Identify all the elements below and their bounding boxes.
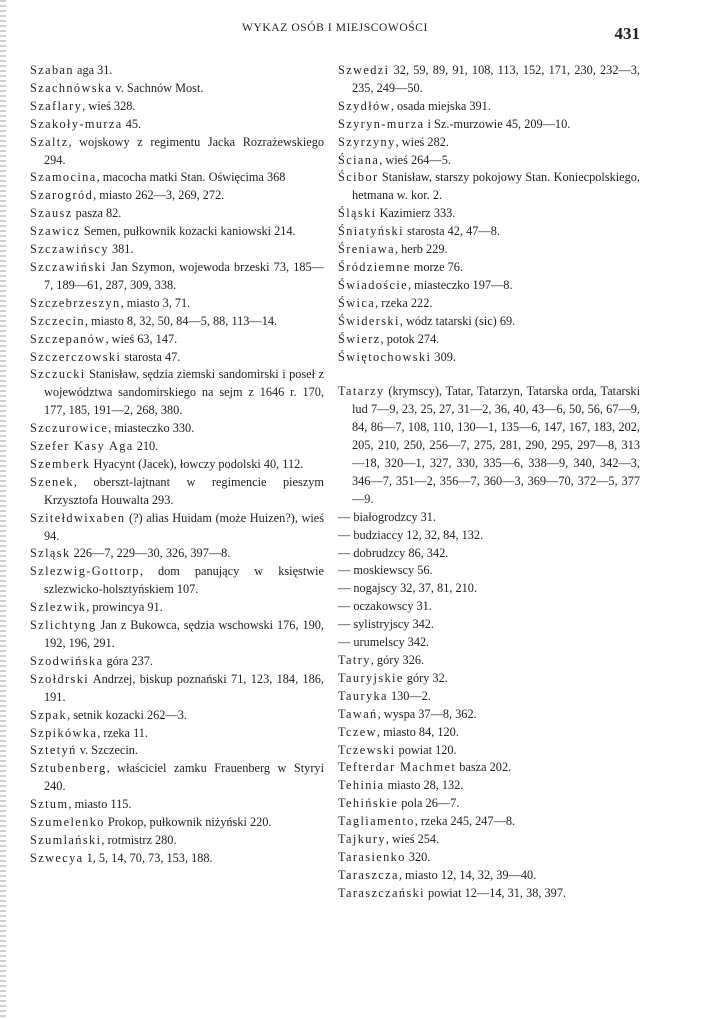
entry-text: góra 237. — [103, 653, 153, 668]
entry-text: Kazimierz 333. — [376, 206, 456, 221]
entry-text: basza 202. — [456, 760, 512, 775]
entry-headword: Szaflary — [30, 98, 83, 113]
entry-text: , wieś 254. — [385, 832, 440, 847]
entry-headword: Szawicz — [30, 224, 81, 239]
entry-headword: Szołdrski — [30, 671, 90, 686]
index-entry — [30, 796, 324, 814]
index-entry — [30, 438, 324, 456]
index-entry — [30, 116, 324, 134]
entry-headword: Śródziemne — [338, 259, 411, 274]
index-entry — [30, 474, 324, 510]
entry-text: Stanisław, sędzia ziemski sandomirski i poseł z województwa sandomirskiego na sejm z 1646 r. 170, 177, 185, 191—2, 268, 380. — [44, 367, 324, 418]
entry-headword: Tajkury — [338, 832, 386, 847]
index-entry — [338, 598, 640, 616]
entry-text: góry 32. — [403, 670, 448, 685]
entry-text: miasto 28, 132. — [384, 778, 464, 793]
entry-headword: Sztetyń — [30, 743, 77, 758]
index-entry — [30, 241, 324, 259]
entry-text: , setnik kozacki 262—3. — [67, 707, 187, 722]
entry-text: 309. — [431, 349, 456, 364]
entry-headword: Tefterdar Machmet — [338, 760, 457, 775]
index-entry — [30, 850, 324, 868]
entry-headword: Szenek — [30, 474, 74, 489]
index-entry — [30, 366, 324, 420]
entry-headword: Szpikówka — [30, 725, 98, 740]
entry-headword: Tatry — [338, 653, 371, 667]
index-entry — [30, 563, 324, 599]
entry-text: , miasto 84, 120. — [376, 724, 459, 739]
index-entry — [30, 725, 324, 743]
binding-edge — [0, 0, 6, 1019]
entry-headword: Szwedzi — [338, 63, 390, 77]
index-entry — [338, 98, 640, 116]
entry-headword: Szlichtyng — [30, 618, 97, 633]
index-entry — [30, 707, 324, 725]
index-entry — [338, 670, 640, 688]
entry-text: , oberszt-lajtnant w regimencie pieszym Krzysztofa Houwalta 293. — [44, 474, 324, 507]
entry-headword: Szyryn-murza — [338, 116, 425, 131]
entry-text: — budziaccy 12, 32, 84, 132. — [338, 527, 484, 542]
entry-text: — nogajscy 32, 37, 81, 210. — [338, 581, 478, 596]
index-entry — [30, 653, 324, 671]
index-entry — [338, 813, 640, 831]
index-entry — [338, 205, 640, 223]
entry-text: 1, 5, 14, 70, 73, 153, 188. — [83, 850, 213, 865]
entry-headword: Szczecin — [30, 313, 85, 328]
entry-text: Stanisław, starszy pokojowy Stan. Koniecpolskiego, hetmana w. kor. 2. — [352, 170, 640, 203]
entry-headword: Szczerczowski — [30, 349, 122, 364]
entry-headword: Szarogród — [30, 188, 94, 203]
entry-text: pasza 82. — [72, 206, 122, 221]
entry-headword: Tarasienko — [338, 849, 406, 864]
entry-headword: Szefer Kasy Aga — [30, 439, 134, 454]
entry-text: — białogrodzcy 31. — [338, 509, 437, 524]
entry-headword: Szitełdwixaben — [30, 510, 126, 525]
entry-headword: Sztum — [30, 797, 69, 812]
index-entry — [338, 688, 640, 706]
index-section-t — [338, 383, 640, 902]
section-gap — [338, 366, 640, 383]
entry-headword: Świętochowski — [338, 349, 432, 364]
entry-text: , wieś 264—5. — [379, 152, 451, 167]
entry-text: , prowincya 91. — [86, 600, 163, 615]
running-header: WYKAZ OSÓB I MIEJSCOWOŚCI — [242, 22, 428, 34]
entry-text: — urumelscy 342. — [338, 635, 430, 650]
entry-text: , rzeka 222. — [375, 295, 433, 310]
index-entry — [30, 617, 324, 653]
entry-text: 130—2. — [387, 688, 431, 703]
index-entry — [30, 545, 324, 563]
index-entry — [30, 223, 324, 241]
entry-headword: Szpak — [30, 707, 68, 722]
entry-headword: Szczawiński — [30, 259, 107, 274]
entry-text: , miasto 8, 32, 50, 84—5, 88, 113—14. — [84, 313, 278, 328]
index-entry — [30, 205, 324, 223]
entry-headword: Świerz — [338, 331, 381, 346]
index-entry — [338, 383, 640, 508]
index-entry — [338, 527, 640, 545]
entry-text: 381. — [108, 242, 134, 257]
entry-headword: Szyrzyny — [338, 134, 396, 149]
index-entry — [30, 742, 324, 760]
entry-headword: Szakoły-murza — [30, 116, 123, 131]
index-entry — [338, 62, 640, 98]
index-entry — [338, 545, 640, 563]
index-entry — [338, 152, 640, 170]
entry-text: , wieś 328. — [82, 98, 136, 113]
entry-headword: Tawań — [338, 706, 378, 721]
entry-text: pola 26—7. — [398, 796, 460, 811]
entry-text: , rzeka 245, 247—8. — [414, 814, 516, 829]
index-entry — [338, 349, 640, 367]
entry-text: , miasto 3, 71. — [120, 295, 191, 310]
entry-headword: Tehinia — [338, 778, 385, 793]
entry-text: — sylistryjscy 342. — [338, 617, 434, 632]
entry-headword: Szwecya — [30, 850, 84, 865]
entry-text: 226—7, 229—30, 326, 397—8. — [70, 546, 231, 561]
index-entry — [338, 134, 640, 152]
index-entry — [30, 80, 324, 98]
index-entry — [338, 634, 640, 652]
entry-text: v. Szczecin. — [76, 743, 139, 758]
entry-headword: Szczebrzeszyn — [30, 295, 121, 310]
index-entry — [30, 134, 324, 170]
index-entry — [338, 116, 640, 134]
index-entry — [30, 814, 324, 832]
index-entry — [338, 509, 640, 527]
entry-text: , miasteczko 197—8. — [408, 277, 513, 292]
entry-headword: Tagliamento — [338, 814, 415, 829]
entry-headword: Szachnówska — [30, 80, 113, 95]
entry-text: , właściciel zamku Frauenberg w Styryi 240. — [44, 761, 324, 794]
entry-headword: Świadoście — [338, 277, 409, 292]
entry-text: powiat 120. — [395, 742, 457, 757]
entry-headword: Szczurowice — [30, 421, 109, 436]
entry-text: morze 76. — [410, 259, 463, 274]
entry-headword: Szumelenko — [30, 815, 105, 830]
entry-headword: Szausz — [30, 206, 73, 221]
entry-text: , potok 274. — [380, 331, 440, 346]
entry-headword: Szumlański — [30, 832, 102, 847]
index-entry — [30, 456, 324, 474]
index-entry — [30, 313, 324, 331]
index-entry — [338, 277, 640, 295]
entry-text: Andrzej, biskup poznański 71, 123, 184, 186, 191. — [44, 671, 324, 704]
entry-text: , dom panujący w księstwie szlezwicko-holsztyńskiem 107. — [44, 564, 324, 597]
index-entry — [30, 599, 324, 617]
index-entry — [338, 313, 640, 331]
entry-headword: Śląski — [338, 206, 377, 221]
entry-headword: Szamocina — [30, 170, 97, 185]
entry-text: , osada miejska 391. — [390, 98, 491, 113]
entry-text: — dobrudzcy 86, 342. — [338, 545, 449, 560]
index-entry — [30, 760, 324, 796]
index-entry — [338, 742, 640, 760]
entry-headword: Szczepanów — [30, 331, 106, 346]
entry-text: Jan Szymon, wojewoda brzeski 73, 185—7, 189—61, 287, 309, 338. — [44, 259, 324, 292]
entry-headword: Tauryjskie — [338, 670, 404, 685]
entry-headword: Świderski — [338, 313, 400, 328]
index-entry — [30, 671, 324, 707]
entry-headword: Szczucki — [30, 367, 86, 382]
index-entry — [338, 241, 640, 259]
entry-text: , miasto 12, 14, 32, 39—40. — [398, 867, 537, 882]
entry-headword: Szlezwik — [30, 600, 87, 615]
entry-headword: Świca — [338, 295, 376, 310]
entry-headword: Tczewski — [338, 742, 396, 757]
entry-text: aga 31. — [73, 63, 113, 77]
entry-headword: Szląsk — [30, 546, 71, 561]
entry-text: 320. — [405, 849, 431, 864]
entry-text: 45. — [122, 116, 142, 131]
entry-text: starosta 47. — [121, 349, 181, 364]
index-section-sz — [338, 62, 640, 366]
index-entry — [30, 259, 324, 295]
index-entry — [338, 259, 640, 277]
index-entry — [338, 562, 640, 580]
index-entry — [30, 98, 324, 116]
entry-text: , góry 326. — [370, 653, 425, 667]
index-entry — [30, 295, 324, 313]
entry-text: , miasteczko 330. — [108, 421, 195, 436]
index-entry — [30, 187, 324, 205]
index-entry — [338, 849, 640, 867]
entry-text: , wieś 63, 147. — [105, 331, 178, 346]
entry-text: , wyspa 37—8, 362. — [377, 706, 477, 721]
index-entry — [338, 795, 640, 813]
index-entry — [338, 580, 640, 598]
index-entry — [338, 295, 640, 313]
entry-headword: Tauryka — [338, 688, 388, 703]
entry-text: Hyacynt (Jacek), łowczy podolski 40, 112. — [90, 456, 304, 471]
index-entry — [338, 759, 640, 777]
entry-headword: Śreniawa — [338, 242, 395, 257]
index-entry — [338, 867, 640, 885]
entry-text: Prokop, pułkownik niżyński 220. — [104, 815, 272, 830]
entry-headword: Ściana — [338, 152, 380, 167]
entry-headword: Taraszczański — [338, 885, 425, 900]
entry-headword: Taraszcza — [338, 867, 399, 882]
entry-text: Jan z Bukowca, sędzia wschowski 176, 190, 192, 196, 291. — [44, 618, 324, 650]
index-entry — [338, 724, 640, 742]
entry-headword: Tczew — [338, 724, 377, 739]
entry-text: (krymscy), Tatar, Tatarzyn, Tatarska orda, Tatarski lud 7—9, 23, 25, 27, 31—2, 36, 40, 43—6, 50, 56, 67—9, 84, 86—7, 108, 110, 130—1, 135—6, 147, 167, 183, 202, 205, 210, 250, 256—7, 275, 281, 290, 295, 297—8, 313—18, 320—1, 327, 330, 335—6, 338—9, 340, 342—3, 346—7, 351—2, 356—7, 360—3, 369—70, 372—5, 377—9. — [352, 384, 640, 506]
entry-text: 32, 59, 89, 91, 108, 113, 152, 171, 230, 232—3, 235, 249—50. — [352, 63, 640, 95]
index-entry — [338, 706, 640, 724]
entry-headword: Szemberk — [30, 456, 91, 471]
entry-headword: Szczawińscy — [30, 242, 109, 257]
entry-text: Semen, pułkownik kozacki kaniowski 214. — [80, 224, 296, 239]
entry-text: , rzeka 11. — [97, 725, 149, 740]
entry-text: , herb 229. — [394, 242, 448, 257]
index-entry — [338, 777, 640, 795]
entry-headword: Szlezwig-Gottorp — [30, 564, 140, 579]
page-number: 431 — [614, 24, 640, 43]
entry-headword: Szaban — [30, 63, 74, 77]
index-entry — [338, 831, 640, 849]
index-entry — [30, 331, 324, 349]
entry-text: v. Sachnów Most. — [112, 80, 204, 95]
entry-text: , wódz tatarski (sic) 69. — [399, 313, 516, 328]
index-entry — [338, 169, 640, 205]
entry-text: , miasto 115. — [68, 797, 132, 812]
entry-headword: Śniatyński — [338, 224, 404, 239]
entry-text: powiat 12—14, 31, 38, 397. — [424, 885, 567, 900]
index-entry — [30, 349, 324, 367]
entry-headword: Ścibor — [338, 170, 379, 185]
entry-text: 210. — [133, 439, 159, 454]
entry-headword: Szydłów — [338, 98, 391, 113]
entry-headword: Szodwińska — [30, 653, 104, 668]
entry-headword: Tehińskie — [338, 796, 399, 811]
entry-text: — moskiewscy 56. — [338, 563, 433, 578]
entry-text: (?) alias Huidam (może Huizen?), wieś 94. — [44, 510, 324, 543]
entry-text: i Sz.-murzowie 45, 209—10. — [424, 116, 571, 131]
entry-text: , rotmistrz 280. — [101, 832, 177, 847]
entry-headword: Tatarzy — [338, 384, 385, 399]
entry-text: — oczakowscy 31. — [338, 599, 432, 614]
index-entry — [30, 62, 324, 80]
index-entry — [30, 510, 324, 546]
entry-text: starosta 42, 47—8. — [403, 224, 500, 239]
index-entry — [338, 652, 640, 670]
entry-headword: Sztubenberg — [30, 761, 107, 776]
index-entry — [338, 223, 640, 241]
index-column-right — [338, 62, 640, 903]
entry-text: , miasto 262—3, 269, 272. — [93, 188, 225, 203]
index-entry — [338, 885, 640, 903]
entry-text: , wieś 282. — [395, 134, 449, 149]
index-entry — [338, 331, 640, 349]
index-entry — [30, 420, 324, 438]
index-column-left — [30, 62, 324, 868]
entry-headword: Szaltz — [30, 134, 69, 149]
entry-text: , macocha matki Stan. Oświęcima 368 — [96, 170, 286, 185]
index-entry — [30, 832, 324, 850]
index-entry — [30, 169, 324, 187]
index-entry — [338, 616, 640, 634]
entry-text: , wojskowy z regimentu Jacka Rozrażewskiego 294. — [44, 134, 324, 167]
